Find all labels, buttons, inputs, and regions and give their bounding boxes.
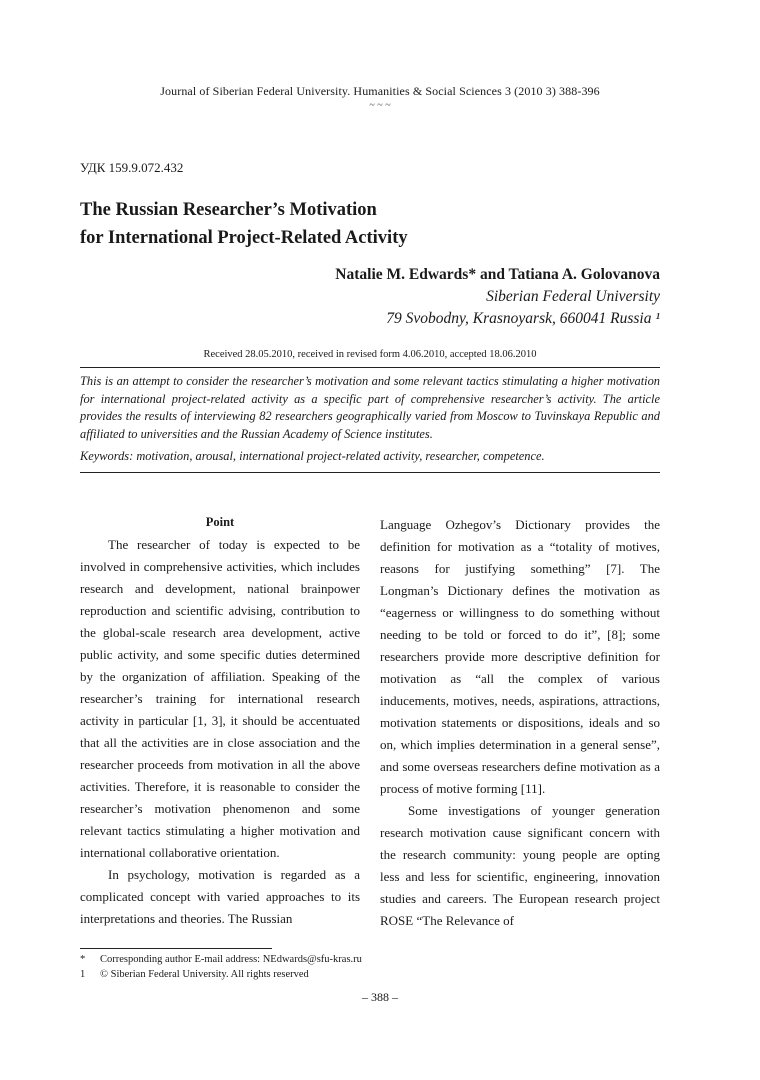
footnote-divider xyxy=(80,948,272,949)
left-column xyxy=(80,514,360,930)
header-ornament: ~ ~ ~ xyxy=(369,100,391,111)
footnote xyxy=(80,967,660,982)
footnote-mark: 1 xyxy=(80,969,86,980)
received-dates: Received 28.05.2010, received in revised form 4.06.2010, accepted 18.06.2010 xyxy=(203,349,537,360)
footnote xyxy=(80,952,660,967)
abstract-text: This is an attempt to consider the researcher’s motivation and some relevant tactics stimulating a higher motivation for international project-related activity as a specific part of comprehensive researcher’s activity. The article provides the results of interviewing 82 researchers geographically varied from Moscow to Tuvinskaya Republic and affiliated to universities and the Russian Academy of Science institutes. xyxy=(80,374,660,441)
author-block xyxy=(335,264,660,330)
footnote-text: Corresponding author E-mail address: NEdwards@sfu-kras.ru xyxy=(100,954,362,965)
title-line-1: The Russian Researcher’s Motivation xyxy=(80,200,377,220)
body-paragraph: The researcher of today is expected to be involved in comprehensive activities, which includes research and development, national brainpower reproduction and scientific advising, contribution to the global-scale research area development, active public activity, and some specific duties determined by the organization of affiliation. Speaking of the researcher’s training for international research activity in particular [1, 3], it should be accentuated that all the activities are in close association and the researcher proceeds from motivation in all the above activities. Therefore, it is reasonable to consider the researcher’s motivation phenomenon and some relevant tactics stimulating a higher motivation and international collaborative orientation. xyxy=(80,537,360,860)
right-column xyxy=(380,514,660,932)
keywords: Keywords: motivation, arousal, international project-related activity, researcher, competence. xyxy=(80,449,545,464)
udk-code: УДК 159.9.072.432 xyxy=(80,160,184,175)
page-number: – 388 – xyxy=(362,990,398,1004)
body-paragraph: In psychology, motivation is regarded as a complicated concept with varied approaches to its interpretations and theories. The Russian xyxy=(80,867,360,926)
address: 79 Svobodny, Krasnoyarsk, 660041 Russia ¹ xyxy=(386,310,660,327)
journal-header: Journal of Siberian Federal University. Humanities & Social Sciences 3 (2010 3) 388-396 xyxy=(160,84,600,98)
footnotes xyxy=(80,952,660,982)
article-title xyxy=(80,196,640,252)
affiliation: Siberian Federal University xyxy=(486,288,660,305)
author-names: Natalie M. Edwards* and Tatiana A. Golovanova xyxy=(335,266,660,283)
footnote-mark: * xyxy=(80,954,86,965)
title-line-2: for International Project-Related Activity xyxy=(80,228,408,248)
abstract-box xyxy=(80,367,660,473)
body-paragraph: Language Ozhegov’s Dictionary provides the definition for motivation as a “totality of motives, reasons for justifying something” [7]. The Longman’s Dictionary defines the motivation as “eagerness or willingness to do something without needing to be told or forced to do it”, [8]; some researchers provide more descriptive definition for motivation as “all the complex of various inducements, motives, needs, aspirations, attractions, motivation statements or dispositions, ideals and so on, which implies determination in a general sense”, and some overseas researchers define motivation as a process of motive forming [11]. xyxy=(380,517,660,796)
body-paragraph: Some investigations of younger generation research motivation cause significant concern with the research community: young people are opting less and less for scientific, engineering, innovation studies and careers. The European research project ROSE “The Relevance of xyxy=(380,803,660,928)
section-heading: Point xyxy=(205,515,235,529)
footnote-text: © Siberian Federal University. All rights reserved xyxy=(100,969,309,980)
